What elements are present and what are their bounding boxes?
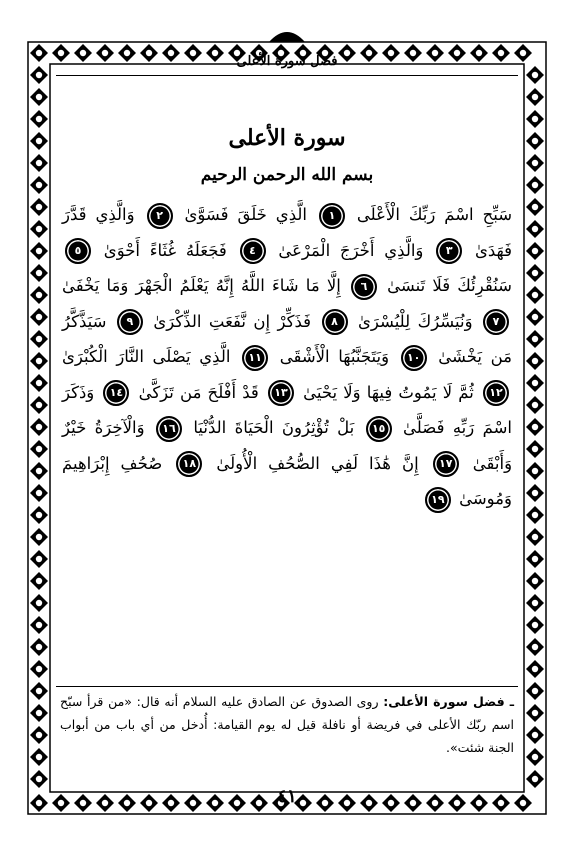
- verse-text: فَجَعَلَهُ غُثَاءً أَحْوَىٰ: [103, 240, 227, 260]
- border-motif: [526, 682, 544, 700]
- verse-text: سَبِّحِ اسْمَ رَبِّكَ الْأَعْلَى: [356, 205, 513, 224]
- verse-text: سَنُقْرِئُكَ فَلَا تَنسَىٰ: [387, 276, 512, 295]
- basmala: بسم الله الرحمن الرحيم: [200, 165, 374, 185]
- border-motif: [526, 462, 544, 480]
- verse-text: سَيَذَّكَّرُ مَن يَخْشَىٰ: [62, 311, 513, 366]
- verse-text: إِلَّا مَا شَاءَ اللَّهُ إِنَّهُ يَعْلَمُ الْجَهْرَ وَمَا يَخْفَىٰ: [62, 276, 341, 295]
- ayah-number-marker: ١٩: [425, 487, 451, 513]
- border-motif: [30, 396, 48, 414]
- ayah-number-marker: ٥: [65, 238, 91, 264]
- border-motif: [30, 594, 48, 612]
- ayah-number-marker: ٤: [240, 238, 266, 264]
- verse-text: وَنُيَسِّرُكَ لِلْيُسْرَىٰ: [357, 311, 473, 331]
- border-motif: [30, 440, 48, 458]
- ayah-number-marker: ١١: [242, 345, 268, 371]
- border-motif: [30, 264, 48, 282]
- ayah-number-marker: ١٧: [433, 451, 459, 477]
- border-motif: [30, 682, 48, 700]
- border-motif: [526, 374, 544, 392]
- border-motif: [30, 572, 48, 590]
- verse-text: صُحُفِ إِبْرَاهِيمَ وَمُوسَىٰ: [62, 453, 512, 508]
- border-motif: [526, 176, 544, 194]
- border-motif: [30, 748, 48, 766]
- header-divider: [56, 75, 518, 76]
- verse-text: قَدْ أَفْلَحَ مَن تَزَكَّىٰ: [138, 382, 259, 402]
- border-motif: [30, 462, 48, 480]
- ayah-number-marker: ١: [319, 203, 345, 229]
- border-motif: [30, 374, 48, 392]
- border-motif: [526, 616, 544, 634]
- ayah-number-marker: ٩: [117, 309, 143, 335]
- border-motif: [526, 132, 544, 150]
- border-motif: [30, 242, 48, 260]
- ayah-number-marker: ٢: [147, 203, 173, 229]
- border-motif: [30, 528, 48, 546]
- ayah-number-marker: ٣: [436, 238, 462, 264]
- border-motif: [526, 704, 544, 722]
- top-crest-ornament: [269, 32, 305, 42]
- border-motif: [526, 220, 544, 238]
- border-motif: [526, 110, 544, 128]
- border-motif: [30, 704, 48, 722]
- border-motif: [526, 154, 544, 172]
- border-motif: [526, 528, 544, 546]
- border-motif: [30, 638, 48, 656]
- border-motif: [30, 154, 48, 172]
- border-motif: [526, 396, 544, 414]
- border-motif: [30, 330, 48, 348]
- ayah-number-marker: ١٤: [103, 380, 129, 406]
- ayah-number-marker: ٧: [483, 309, 509, 335]
- border-motif: [30, 110, 48, 128]
- border-motif: [526, 506, 544, 524]
- verse-text: الَّذِي خَلَقَ فَسَوَّىٰ: [184, 205, 307, 224]
- verses-block: [62, 197, 512, 517]
- verse-text: إِنَّ هَٰذَا لَفِي الصُّحُفِ الْأُولَىٰ: [216, 453, 419, 473]
- border-motif: [526, 330, 544, 348]
- verse-text: ثُمَّ لَا يَمُوتُ فِيهَا وَلَا يَحْيَىٰ: [303, 382, 474, 402]
- border-motif: [526, 264, 544, 282]
- border-motif: [30, 550, 48, 568]
- footnote-lead: ـ فضل سورة الأعلى:: [383, 694, 514, 709]
- border-motif: [526, 726, 544, 744]
- verse-text: فَذَكِّرْ إِن نَّفَعَتِ الذِّكْرَىٰ: [153, 311, 312, 331]
- border-motif: [30, 286, 48, 304]
- border-motif: [526, 748, 544, 766]
- page-number: ٤١: [277, 786, 297, 807]
- border-motif: [30, 660, 48, 678]
- ayah-number-marker: ٨: [322, 309, 348, 335]
- verse-text: وَالَّذِي قَدَّرَ فَهَدَىٰ: [62, 205, 513, 260]
- surah-title: سورة الأعلى: [228, 125, 346, 151]
- border-motif: [526, 308, 544, 326]
- border-motif: [526, 594, 544, 612]
- border-motif: [526, 440, 544, 458]
- border-motif: [526, 550, 544, 568]
- border-motif: [30, 220, 48, 238]
- border-motif: [30, 418, 48, 436]
- footnote: [60, 690, 514, 759]
- ayah-number-marker: ١٥: [366, 416, 392, 442]
- border-motif: [30, 726, 48, 744]
- main-content: [62, 80, 512, 680]
- ayah-number-marker: ٦: [351, 274, 377, 300]
- border-motif: [30, 198, 48, 216]
- ayah-number-marker: ١٢: [483, 380, 509, 406]
- border-motif: [30, 88, 48, 106]
- ayah-number-marker: ١٨: [176, 451, 202, 477]
- border-motif: [526, 286, 544, 304]
- border-motif: [30, 132, 48, 150]
- verse-text: وَذَكَرَ اسْمَ رَبِّهِ فَصَلَّىٰ: [62, 382, 513, 437]
- border-motif: [30, 506, 48, 524]
- border-motif: [526, 198, 544, 216]
- footnote-divider: [56, 686, 518, 687]
- border-motif: [526, 88, 544, 106]
- footnote-text: روى الصدوق عن الصادق عليه السلام أنه قال: «من قرأ سبّح اسم ربّك الأعلى في فريضة أو نافلة قيل له يوم القيامة: أُدخل من أي باب من أبواب الجنة شئت».: [60, 694, 514, 755]
- border-motif: [526, 638, 544, 656]
- border-motif: [30, 484, 48, 502]
- border-motif: [526, 242, 544, 260]
- running-header-title: فضل سورة الأعلى: [236, 54, 338, 69]
- border-motif: [526, 352, 544, 370]
- border-motif: [526, 418, 544, 436]
- verse-text: بَلْ تُؤْثِرُونَ الْحَيَاةَ الدُّنْيَا: [193, 418, 355, 437]
- border-motif: [30, 616, 48, 634]
- border-motif: [526, 572, 544, 590]
- border-motif: [30, 176, 48, 194]
- verse-text: وَيَتَجَنَّبُهَا الْأَشْقَى: [279, 347, 390, 366]
- border-motif: [526, 484, 544, 502]
- verse-text: وَالْآخِرَةُ خَيْرٌ وَأَبْقَىٰ: [62, 418, 513, 473]
- ayah-number-marker: ١٣: [268, 380, 294, 406]
- verse-text: وَالَّذِي أَخْرَجَ الْمَرْعَىٰ: [278, 240, 424, 260]
- border-motif: [30, 308, 48, 326]
- ayah-number-marker: ١٦: [156, 416, 182, 442]
- verse-text: الَّذِي يَصْلَى النَّارَ الْكُبْرَىٰ: [62, 347, 231, 366]
- border-motif: [30, 352, 48, 370]
- border-motif: [526, 660, 544, 678]
- ayah-number-marker: ١٠: [401, 345, 427, 371]
